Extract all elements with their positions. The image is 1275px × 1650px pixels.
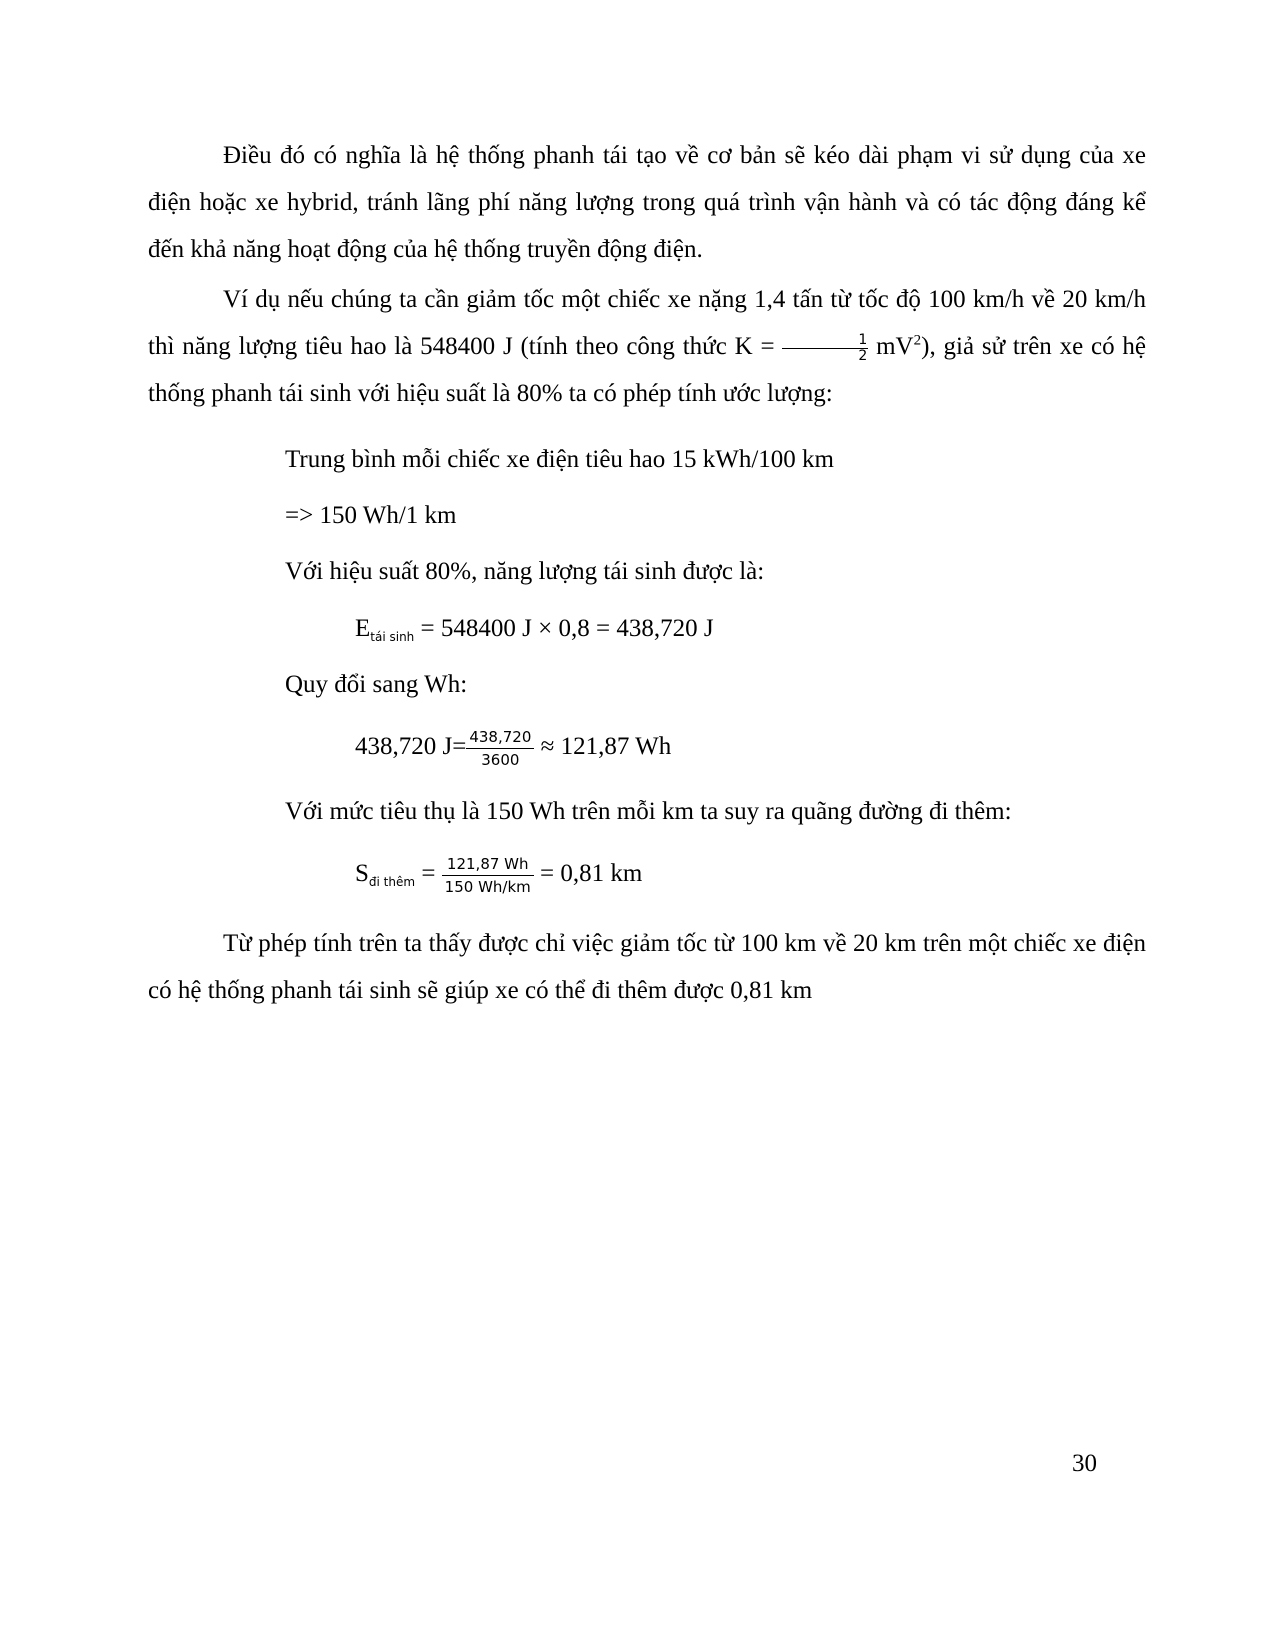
- fraction-one-half: [782, 333, 868, 364]
- step-average-consumption: Trung bình mỗi chiếc xe điện tiêu hao 15 kWh/100 km: [285, 446, 834, 473]
- step-efficiency-intro: Với hiệu suất 80%, năng lượng tái sinh được là:: [285, 558, 765, 585]
- fraction-joule-to-wh: [466, 727, 534, 770]
- paragraph-conclusion: Từ phép tính trên ta thấy được chỉ việc giảm tốc từ 100 km về 20 km trên một chiếc xe điện có hệ thống phanh tái sinh sẽ giúp xe có thể đi thêm được 0,81 km: [148, 930, 1146, 1004]
- equation-extra-distance: [355, 853, 642, 898]
- equation-subscript: tái sinh: [370, 630, 415, 644]
- fraction-numerator: 1: [782, 333, 868, 349]
- equation-equals: =: [415, 860, 442, 887]
- equation-convert: [355, 726, 671, 770]
- page-number: 30: [1072, 1450, 1097, 1477]
- equation-rhs: = 0,81 km: [533, 860, 643, 887]
- paragraph-example-text-end: ), giả sử trên xe có hệ thống phanh tái sinh với hiệu suất là 80% ta có phép tính ước lượng:: [148, 333, 1146, 407]
- step-convert-wh: Quy đổi sang Wh:: [285, 671, 468, 698]
- fraction-denominator: 150 Wh/km: [444, 877, 531, 896]
- equation-rhs: = 548400 J × 0,8 = 438,720 J: [414, 615, 714, 642]
- paragraph-example-text: Ví dụ nếu chúng ta cần giảm tốc một chiếc xe nặng 1,4 tấn từ tốc độ 100 km/h về 20 km/h thì năng lượng tiêu hao là 548400 J (tính theo công thức K =: [148, 286, 1146, 360]
- equation-rhs: ≈ 121,87 Wh: [534, 733, 672, 760]
- step-consumption-intro: Với mức tiêu thụ là 150 Wh trên mỗi km ta suy ra quãng đường đi thêm:: [285, 798, 1012, 825]
- paragraph-example: [148, 276, 1146, 417]
- equation-variable: S: [355, 860, 369, 887]
- equation-variable: E: [355, 615, 371, 642]
- equation-lhs: 438,720 J=: [355, 733, 467, 760]
- fraction-denominator: 3600: [481, 750, 520, 769]
- step-per-km: => 150 Wh/1 km: [285, 502, 457, 529]
- formula-superscript: 2: [913, 332, 922, 349]
- paragraph-regenerative-braking: Điều đó có nghĩa là hệ thống phanh tái tạo về cơ bản sẽ kéo dài phạm vi sử dụng của xe điện hoặc xe hybrid, tránh lãng phí năng lượng trong quá trình vận hành và có tác động đáng kể đến khả năng hoạt động của hệ thống truyền động điện.: [148, 142, 1146, 263]
- equation-regenerated-energy: [355, 614, 714, 647]
- fraction-denominator: 2: [858, 347, 868, 364]
- fraction-distance: [442, 854, 534, 897]
- equation-subscript: đi thêm: [368, 875, 416, 889]
- fraction-numerator: 121,87 Wh: [442, 854, 534, 876]
- formula-mv: mV: [868, 333, 914, 360]
- fraction-numerator: 438,720: [466, 727, 534, 749]
